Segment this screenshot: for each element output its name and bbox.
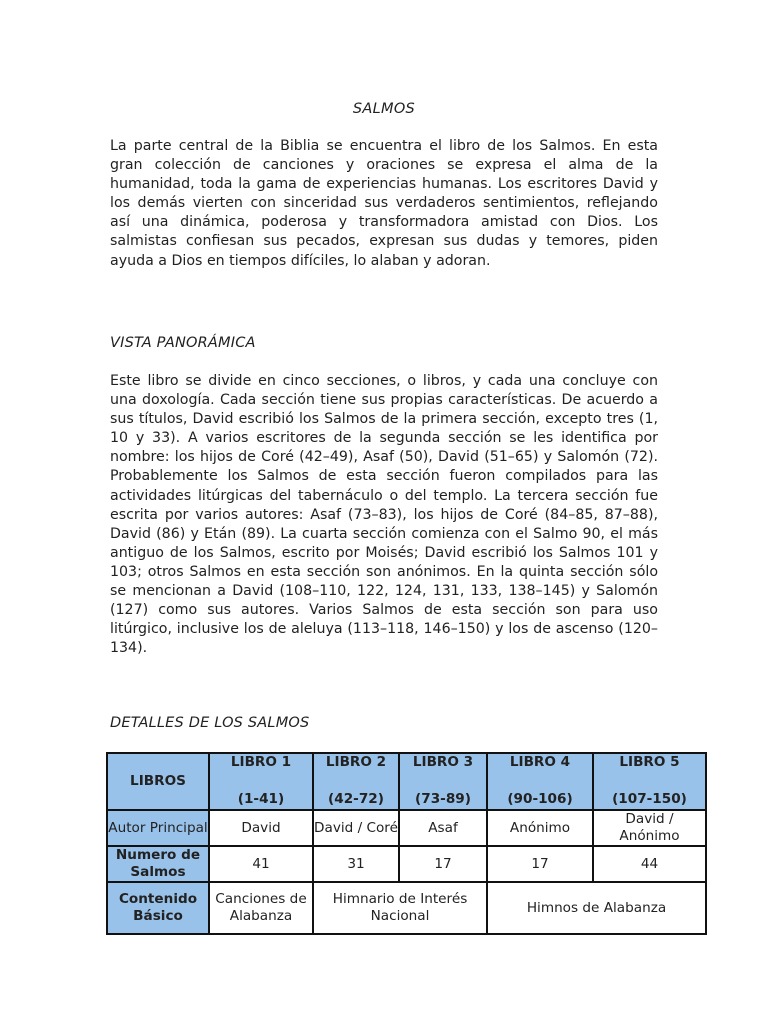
- section-heading-vista: VISTA PANORÁMICA: [110, 335, 256, 351]
- count-cell: 31: [313, 846, 399, 882]
- intro-paragraph: La parte central de la Biblia se encuentra el libro de los Salmos. En esta gran colección de canciones y oraciones se expresa el alma de la humanidad, toda la gama de experiencias humanas. Los escritores David y los demás vierten con sinceridad sus verdaderos sentimientos, reflejando así una dinámica, poderosa y transformadora amistad con Dios. Los salmistas confiesan sus pecados, expresan sus dudas y temores, piden ayuda a Dios en tiempos difíciles, lo alaban y adoran.: [110, 138, 658, 269]
- content-cell: Himnario de Interés Nacional: [313, 882, 487, 934]
- count-cell: 17: [487, 846, 593, 882]
- table-row: [107, 810, 706, 846]
- row-label-count: Numero de Salmos: [107, 846, 209, 882]
- author-cell: Asaf: [399, 810, 487, 846]
- count-cell: 17: [399, 846, 487, 882]
- vista-paragraph: Este libro se divide en cinco secciones, o libros, y cada una concluye con una doxología. Cada sección tiene sus propias características. De acuerdo a sus títulos, David escribió los Salmos de la primera sección, excepto tres (1, 10 y 33). A varios escritores de la segunda sección se les identifica por nombre: los hijos de Coré (42–49), Asaf (50), David (51–65) y Salomón (72). Probablemente los Salmos de esta sección fueron compilados para las actividades litúrgicas del tabernáculo o del templo. La tercera sección fue escrita por varios autores: Asaf (73–83), los hijos de Coré (84–85, 87–88), David (86) y Etán (89). La cuarta sección comienza con el Salmo 90, el más antiguo de los Salmos, escrito por Moisés; David escribió los Salmos 101 y 103; otros Salmos en esta sección son anónimos. En la quinta sección sólo se mencionan a David (108–110, 122, 124, 131, 133, 138–145) y Salomón (127) como sus autores. Varios Salmos de esta sección son para uso litúrgico, inclusive los de aleluya (113–118, 146–150) y los de ascenso (120–134).: [110, 373, 658, 657]
- author-cell: David: [209, 810, 313, 846]
- content-cell: Canciones de Alabanza: [209, 882, 313, 934]
- row-label-author: Autor Principal: [107, 810, 209, 846]
- book-header-3: LIBRO 3 (73-89): [399, 753, 487, 810]
- author-cell: David / Coré: [313, 810, 399, 846]
- document-title: SALMOS: [352, 101, 416, 117]
- row-label-content: Contenido Básico: [107, 882, 209, 934]
- author-cell: Anónimo: [487, 810, 593, 846]
- content-cell: Himnos de Alabanza: [487, 882, 706, 934]
- book-header-4: LIBRO 4 (90-106): [487, 753, 593, 810]
- table-row: [107, 882, 706, 934]
- table-row: [107, 846, 706, 882]
- count-cell: 44: [593, 846, 706, 882]
- psalms-details-table: [106, 752, 707, 935]
- book-header-5: LIBRO 5 (107-150): [593, 753, 706, 810]
- count-cell: 41: [209, 846, 313, 882]
- section-heading-detalles: DETALLES DE LOS SALMOS: [110, 715, 310, 731]
- table-corner-header: LIBROS: [107, 753, 209, 810]
- book-header-2: LIBRO 2 (42-72): [313, 753, 399, 810]
- author-cell: David / Anónimo: [593, 810, 706, 846]
- book-header-1: LIBRO 1 (1-41): [209, 753, 313, 810]
